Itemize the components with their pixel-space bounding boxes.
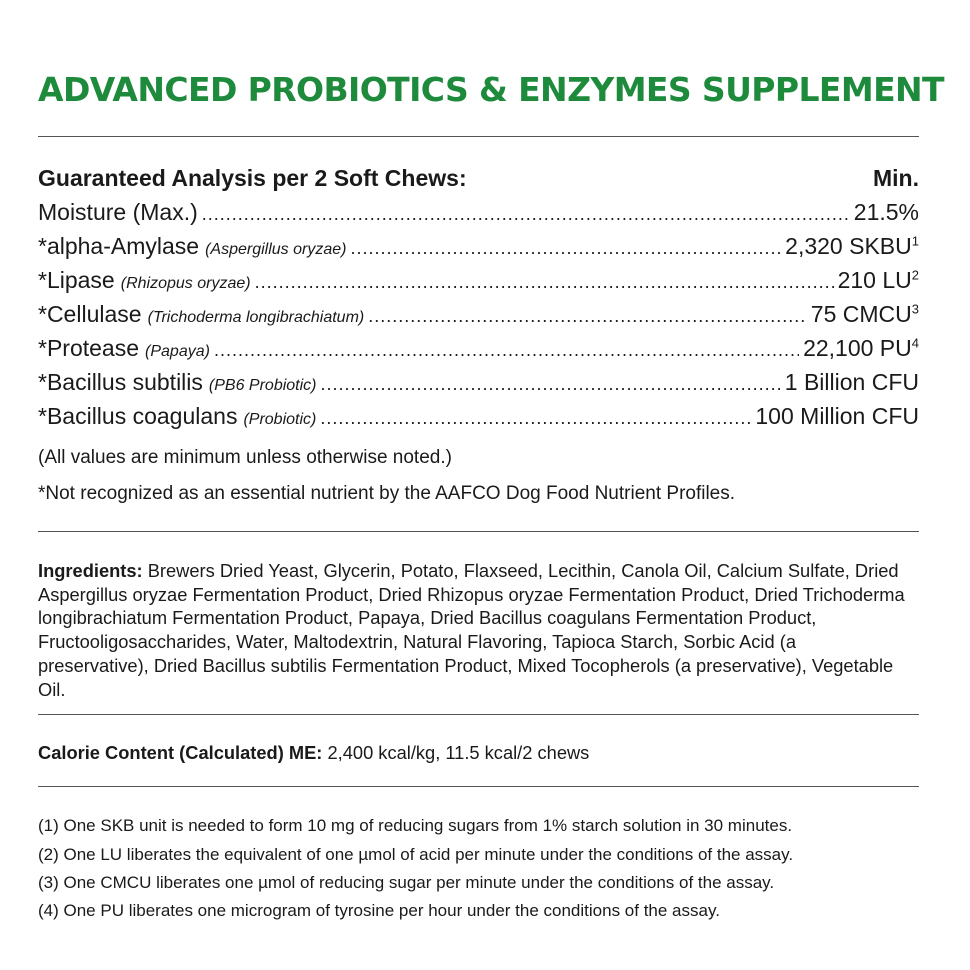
nutrient-source: (Probiotic) bbox=[243, 411, 317, 428]
leader-dots bbox=[255, 272, 834, 293]
footnote-ref: 1 bbox=[911, 233, 919, 249]
nutrient-name: *alpha-Amylase bbox=[38, 233, 200, 259]
footnote-ref: 4 bbox=[911, 335, 919, 351]
footnote-ref: 3 bbox=[911, 301, 919, 317]
leader-dots bbox=[320, 408, 751, 429]
ingredients-text: Brewers Dried Yeast, Glycerin, Potato, Flaxseed, Lecithin, Canola Oil, Calcium Sulfate, Dried Aspergillus oryzae Fermentation Product, Dried Rhizopus oryzae Fermentation Product, Dried Trichoderma longibrachiatum Fermentation Product, Papaya, Dried Bacillus coagulans Fermentation Product, Fructooligosaccharides, Water, Maltodextrin, Natural Flavoring, Tapioca Starch, Sorbic Acid (a preservative), Dried Bacillus subtilis Fermentation Product, Mixed Tocopherols (a preservative), Vegetable Oil. bbox=[38, 560, 905, 700]
analysis-row bbox=[38, 199, 919, 229]
minimum-values-note: (All values are minimum unless otherwise noted.) bbox=[38, 447, 452, 468]
nutrient-value: 100 Million CFU bbox=[755, 403, 919, 429]
nutrient-value: 210 $LU^2$ bbox=[837, 267, 919, 293]
ingredients-label: Ingredients: bbox=[38, 560, 143, 581]
divider bbox=[38, 714, 919, 715]
nutrient-source: (Papaya) bbox=[145, 343, 210, 360]
divider bbox=[38, 786, 919, 787]
leader-dots bbox=[214, 340, 799, 361]
nutrient-source: (Trichoderma longibrachiatum) bbox=[147, 309, 365, 326]
analysis-row bbox=[38, 267, 919, 297]
guaranteed-analysis-header bbox=[38, 165, 919, 192]
footnote: (2) One LU liberates the equivalent of one µmol of acid per minute under the conditions of the assay. bbox=[38, 845, 794, 864]
nutrient-value: 1 Billion CFU bbox=[784, 369, 919, 395]
calorie-content bbox=[38, 742, 589, 764]
nutrient-name: *Protease bbox=[38, 335, 140, 361]
analysis-row bbox=[38, 369, 919, 399]
footnote: (4) One PU liberates one microgram of tyrosine per hour under the conditions of the assay. bbox=[38, 901, 720, 920]
nutrient-name: *Cellulase bbox=[38, 301, 142, 327]
footnote: (1) One SKB unit is needed to form 10 mg of reducing sugars from 1% starch solution in 30 minutes. bbox=[38, 816, 793, 835]
guaranteed-analysis-heading: Guaranteed Analysis per 2 Soft Chews: bbox=[38, 165, 467, 191]
nutrient-name: *Bacillus subtilis bbox=[38, 369, 203, 395]
min-column-label: Min. bbox=[873, 165, 919, 191]
nutrient-value: 75 CMCU$^3$ bbox=[810, 301, 919, 327]
nutrient-source: (Aspergillus oryzae) bbox=[205, 241, 347, 258]
leader-dots bbox=[350, 238, 781, 259]
aafco-note: *Not recognized as an essential nutrient by the AAFCO Dog Food Nutrient Profiles. bbox=[38, 483, 736, 504]
analysis-row bbox=[38, 403, 919, 433]
ingredients-block bbox=[38, 559, 908, 701]
leader-dots bbox=[202, 204, 850, 225]
nutrient-name: *Lipase bbox=[38, 267, 115, 293]
nutrient-value: 2,320 SKBU$^1$ bbox=[785, 233, 919, 259]
divider bbox=[38, 136, 919, 137]
analysis-row bbox=[38, 335, 919, 365]
analysis-row bbox=[38, 233, 919, 263]
nutrient-name: Moisture (Max.) bbox=[38, 199, 198, 225]
nutrient-source: (PB6 Probiotic) bbox=[208, 377, 317, 394]
footnote: (3) One CMCU liberates one µmol of reducing sugar per minute under the conditions of the assay. bbox=[38, 873, 775, 892]
nutrient-value: 22,100 $PU^4$ bbox=[803, 335, 919, 361]
nutrient-value: 21.5% bbox=[853, 199, 919, 225]
calorie-value: 2,400 kcal/kg, 11.5 kcal/2 chews bbox=[322, 742, 590, 763]
analysis-row bbox=[38, 301, 919, 331]
nutrient-name: *Bacillus coagulans bbox=[38, 403, 238, 429]
divider bbox=[38, 531, 919, 532]
page-title: ADVANCED PROBIOTICS & ENZYMES SUPPLEMENT bbox=[38, 70, 944, 109]
footnote-ref: 2 bbox=[911, 267, 919, 283]
leader-dots bbox=[368, 306, 807, 327]
nutrient-source: (Rhizopus oryzae) bbox=[120, 275, 251, 292]
leader-dots bbox=[321, 374, 781, 395]
calorie-label: Calorie Content (Calculated) ME: bbox=[38, 742, 323, 763]
